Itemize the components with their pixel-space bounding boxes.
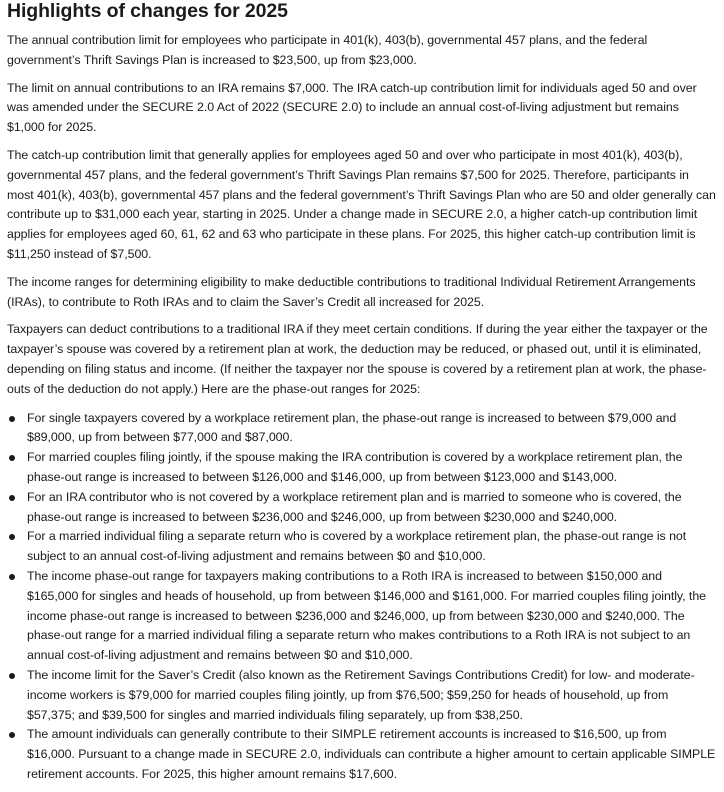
paragraph-catch-up-limit: The catch-up contribution limit that generally applies for employees aged 50 and over who participate in most 401(k), 403(b), governmental 457 plans, and the federal government’s Thrift Savings Plan remains $7,500 for 2025. Therefore, participants in most 401(k), 403(b), governmental 457 plans and the federal government’s Thrift Savings Plan who are 50 and older generally can contribute up to $31,000 each year, starting in 2025. Under a change made in SECURE 2.0, a higher catch-up contribution limit applies for employees aged 60, 61, 62 and 63 who participate in these plans. For 2025, this higher catch-up contribution limit is $11,250 instead of $7,500. bbox=[7, 147, 716, 261]
page-title: Highlights of changes for 2025 bbox=[7, 0, 288, 22]
paragraph-income-ranges: The income ranges for determining eligibility to make deductible contributions to traditional Individual Retirement Arrangements (IRAs), to contribute to Roth IRAs and to claim the Saver’s Credit all increased for 2025. bbox=[7, 274, 696, 309]
list-item-text: For single taxpayers covered by a workplace retirement plan, the phase-out range is increased to between $79,000 and $89,000, up from between $77,000 and $87,000. bbox=[27, 410, 677, 445]
list-item-text: The amount individuals can generally contribute to their SIMPLE retirement accounts is increased to $16,500, up from $16,000. Pursuant to a change made in SECURE 2.0, individuals can contribute a higher amount to certain applicable SIMPLE retirement accounts. For 2025, this higher amount remains $17,600. bbox=[27, 727, 716, 781]
paragraph-contribution-limit: The annual contribution limit for employees who participate in 401(k), 403(b), governmental 457 plans, and the federal government’s Thrift Savings Plan is increased to $23,500, up from $23,000. bbox=[7, 33, 648, 67]
phase-out-list bbox=[7, 409, 716, 785]
bullet-icon bbox=[9, 673, 15, 679]
list-item bbox=[7, 448, 716, 488]
list-item-text: For an IRA contributor who is not covered by a workplace retirement plan and is married to someone who is covered, the phase-out range is increased to between $236,000 and $246,000, up from between $230,000 and $240,000. bbox=[27, 489, 682, 524]
paragraph-ira-limit: The limit on annual contributions to an IRA remains $7,000. The IRA catch-up contribution limit for individuals aged 50 and over was amended under the SECURE 2.0 Act of 2022 (SECURE 2.0) to include an annual cost-of-living adjustment but remains $1,000 for 2025. bbox=[7, 80, 697, 135]
list-item bbox=[7, 666, 716, 725]
bullet-icon bbox=[9, 574, 15, 580]
list-item bbox=[7, 725, 716, 784]
list-item bbox=[7, 527, 716, 567]
list-item-text: For married couples filing jointly, if the spouse making the IRA contribution is covered by a workplace retirement plan, the phase-out range is increased to between $126,000 and $146,000, up from between $123,000 and $143,000. bbox=[27, 450, 683, 484]
bullet-icon bbox=[9, 534, 15, 540]
bullet-icon bbox=[9, 455, 15, 461]
list-item-text: The income limit for the Saver’s Credit (also known as the Retirement Savings Contributions Credit) for low- and moderate-income workers is $79,000 for married couples filing jointly, up from $76,500; $59,250 for heads of household, up from $57,375; and $39,500 for singles and married individuals filing separately, up from $38,250. bbox=[27, 667, 695, 722]
list-item bbox=[7, 567, 716, 666]
list-item-text: The income phase-out range for taxpayers making contributions to a Roth IRA is increased to between $150,000 and $165,000 for singles and heads of household, up from between $146,000 and $161,000. For married couples filing jointly, the income phase-out range is increased to between $236,000 and $246,000, up from between $230,000 and $240,000. The phase-out range for a married individual filing a separate return who makes contributions to a Roth IRA is not subject to an annual cost-of-living adjustment and remains between $0 and $10,000. bbox=[27, 568, 707, 663]
paragraph-deduction-conditions: Taxpayers can deduct contributions to a traditional IRA if they meet certain conditions. If during the year either the taxpayer or the taxpayer’s spouse was covered by a retirement plan at work, the deduction may be reduced, or phased out, until it is eliminated, depending on filing status and income. (If neither the taxpayer nor the spouse is covered by a retirement plan at work, the phase-outs of the deduction do not apply.) Here are the phase-out ranges for 2025: bbox=[7, 322, 708, 396]
bullet-icon bbox=[9, 416, 15, 422]
bullet-icon bbox=[9, 495, 15, 501]
list-item bbox=[7, 409, 716, 449]
list-item bbox=[7, 488, 716, 528]
bullet-icon bbox=[9, 732, 15, 738]
list-item-text: For a married individual filing a separate return who is covered by a workplace retirement plan, the phase-out range is not subject to an annual cost-of-living adjustment and remains between $0 and $10,000. bbox=[27, 529, 687, 564]
